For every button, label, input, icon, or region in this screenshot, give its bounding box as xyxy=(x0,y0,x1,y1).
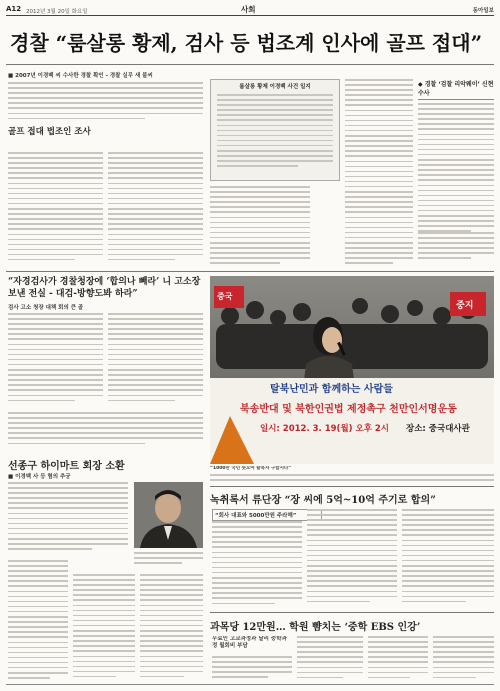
newspaper-name: 동아일보 xyxy=(472,8,494,14)
banner-line3: 일시: 2012. 3. 19(월) 오후 2시 xyxy=(260,424,390,434)
story4-col3 xyxy=(402,509,494,609)
sidebar-body xyxy=(418,103,494,232)
banner-place: 장소: 중국대사관 xyxy=(406,424,470,434)
lead-subheadline: 골프 접대 법조인 조사 xyxy=(8,127,91,137)
story3-col2 xyxy=(8,560,68,680)
banner-line2: 북송반대 및 북한인권법 제정촉구 천만인서명운동 xyxy=(240,404,457,415)
story2-col1 xyxy=(8,313,103,408)
sidebar-body-lower xyxy=(418,232,494,268)
sign-left-text: 중국 xyxy=(217,292,233,301)
footer-rule xyxy=(6,684,494,685)
sign-right-text: 중지 xyxy=(456,301,474,311)
story2-body-lower xyxy=(8,412,203,452)
sidebar-column xyxy=(418,79,494,229)
story2-kicker: 검사 고소 청장 대책 회의 큰 골 xyxy=(8,305,84,311)
story5-headline: 과목당 12만원… 학원 뺨치는 ‘중학 EBS 인강’ xyxy=(210,622,421,633)
story3-headline: 선종구 하이마트 회장 소환 xyxy=(8,461,125,472)
page-number: A12 xyxy=(6,5,22,13)
story5-kicker: 무료인 고교과정과 달리 중학과정 월회비 부담 xyxy=(212,636,287,649)
story4-col2 xyxy=(307,509,397,609)
story5-col3 xyxy=(368,636,428,682)
section-rule-2 xyxy=(210,486,494,487)
timeline-box xyxy=(210,79,340,181)
story4-kicker: “회사 대표와 5000만원 주라해” xyxy=(212,509,322,521)
story5-col4 xyxy=(433,636,494,682)
story3-kicker: ■ 이경백 사 등 혐의 추궁 xyxy=(8,474,71,480)
story5-col2 xyxy=(297,636,363,682)
rally-photo xyxy=(210,276,494,464)
story3-col4 xyxy=(140,574,203,680)
lead-body-col4 xyxy=(345,79,413,268)
rally-photo-image xyxy=(210,276,494,464)
lead-body-col2 xyxy=(108,152,203,268)
lead-body-top xyxy=(8,82,203,122)
headline-rule xyxy=(6,64,494,65)
lead-headline: 경찰 “룸살롱 황제, 검사 등 법조계 인사에 골프 접대” xyxy=(10,31,483,55)
story3-col1 xyxy=(8,482,128,557)
executive-photo xyxy=(134,482,203,548)
story2-headline: “자경검사가 경찰청장에 ‘합의나 빼라’ 니 고소장 보낸 전실 - 대검-방향도봐 하라” xyxy=(8,277,201,299)
section-rule-1 xyxy=(6,271,494,272)
story4-headline: 녹취록서 류단장 “장 씨에 5억~10억 주기로 합의” xyxy=(210,495,436,506)
section-name: 사회 xyxy=(241,5,256,14)
sidebar-heading: ◆ 경찰 ‘검찰 리악웨이’ 신현 수사 xyxy=(418,79,494,100)
section-rule-3 xyxy=(210,612,494,613)
lead-kicker: ■ 2007년 이경백 씨 수사한 경찰 확인 - 경찰 실무 새 불씨 xyxy=(8,73,153,79)
page-header xyxy=(6,4,494,16)
story5-col1 xyxy=(212,656,292,682)
timeline-title: 룸살롱 황제 이경백 사건 일지 xyxy=(239,84,311,90)
story4-col1 xyxy=(212,521,302,609)
banner-line1: 탈북난민과 함께하는 사람들 xyxy=(270,384,393,395)
executive-photo-image xyxy=(134,482,203,548)
story2-col2 xyxy=(108,313,203,408)
timeline-entries xyxy=(217,94,333,178)
rally-caption-title: “1000만 국민 뜻모아 탈북자 구합시다” xyxy=(210,466,292,471)
lead-body-col3 xyxy=(210,186,310,268)
lead-body-col1 xyxy=(8,152,103,268)
story3-col3 xyxy=(73,574,135,680)
issue-date: 2012년 3월 20일 화요일 xyxy=(26,9,88,15)
rally-caption xyxy=(210,466,494,484)
executive-photo-caption xyxy=(134,552,203,570)
